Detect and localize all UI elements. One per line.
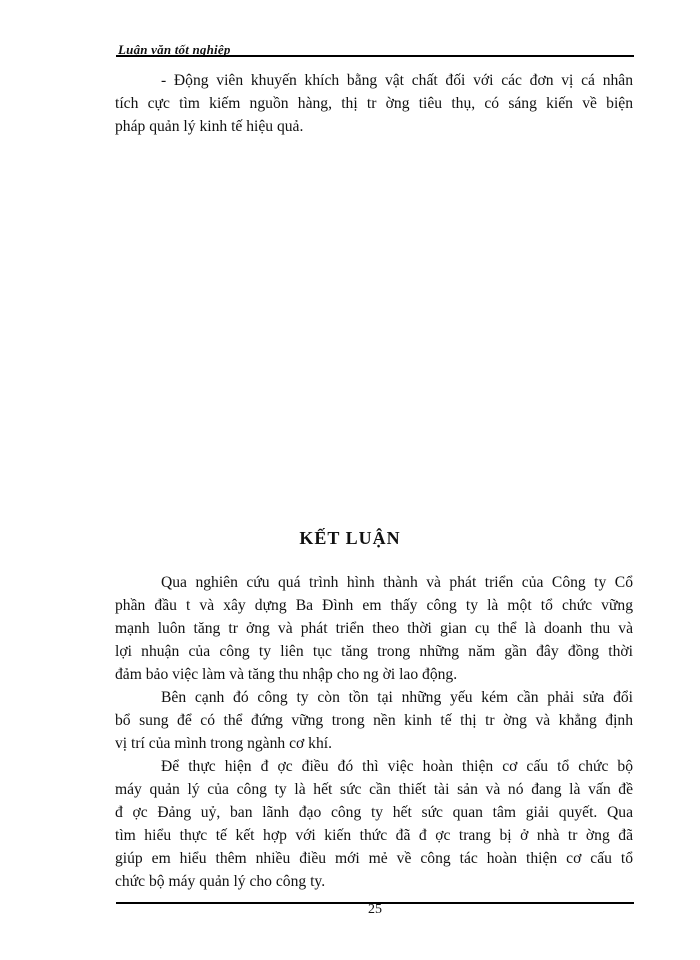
intro-paragraph <box>115 69 633 138</box>
section-title: KẾT LUẬN <box>299 528 401 548</box>
text-line: lợi nhuận của công ty liên tục tăng trong những năm gần đây đồng thời <box>115 643 633 660</box>
text-line: tích cực tìm kiếm nguồn hàng, thị tr ờng tiêu thụ, có sáng kiến về biện <box>115 95 633 112</box>
text-line: Bên cạnh đó công ty còn tồn tại những yếu kém cần phải sửa đổi <box>161 689 633 706</box>
page-number: 25 <box>368 902 382 917</box>
text-line: đ ợc Đảng uỷ, ban lãnh đạo công ty hết sức quan tâm giải quyết. Qua <box>115 804 633 821</box>
text-line: đảm bảo việc làm và tăng thu nhập cho ng ời lao động. <box>115 666 458 683</box>
text-line: bổ sung để có thể đứng vững trong nền kinh tế thị tr ờng và khẳng định <box>115 712 633 729</box>
text-line: giúp em hiểu thêm nhiều điều mới mẻ về công tác hoàn thiện cơ cấu tổ <box>115 850 633 867</box>
conclusion-body <box>115 571 633 893</box>
text-line: Qua nghiên cứu quá trình hình thành và phát triển của Công ty Cổ <box>161 574 633 591</box>
text-line: phần đầu t và xây dựng Ba Đình em thấy công ty là một tổ chức vững <box>115 597 633 614</box>
text-line: mạnh luôn tăng tr ởng và phát triển theo thời gian cụ thể là doanh thu và <box>115 620 633 637</box>
text-line: tìm hiểu thực tế kết hợp với kiến thức đã đ ợc trang bị ở nhà tr ờng đã <box>115 827 633 844</box>
text-line: Để thực hiện đ ợc điều đó thì việc hoàn thiện cơ cấu tổ chức bộ <box>161 758 633 775</box>
text-line: - Động viên khuyến khích bằng vật chất đối với các đơn vị cá nhân <box>161 72 633 89</box>
text-line: vị trí của mình trong ngành cơ khí. <box>115 735 332 752</box>
text-line: máy quản lý của công ty là hết sức cần thiết tài sản và nó đang là vấn đề <box>115 781 633 798</box>
text-line: chức bộ máy quản lý cho công ty. <box>115 873 326 890</box>
running-header: Luận văn tốt nghiệp <box>118 42 231 57</box>
header-divider <box>116 55 634 57</box>
text-line: pháp quản lý kinh tế hiệu quả. <box>115 118 304 135</box>
